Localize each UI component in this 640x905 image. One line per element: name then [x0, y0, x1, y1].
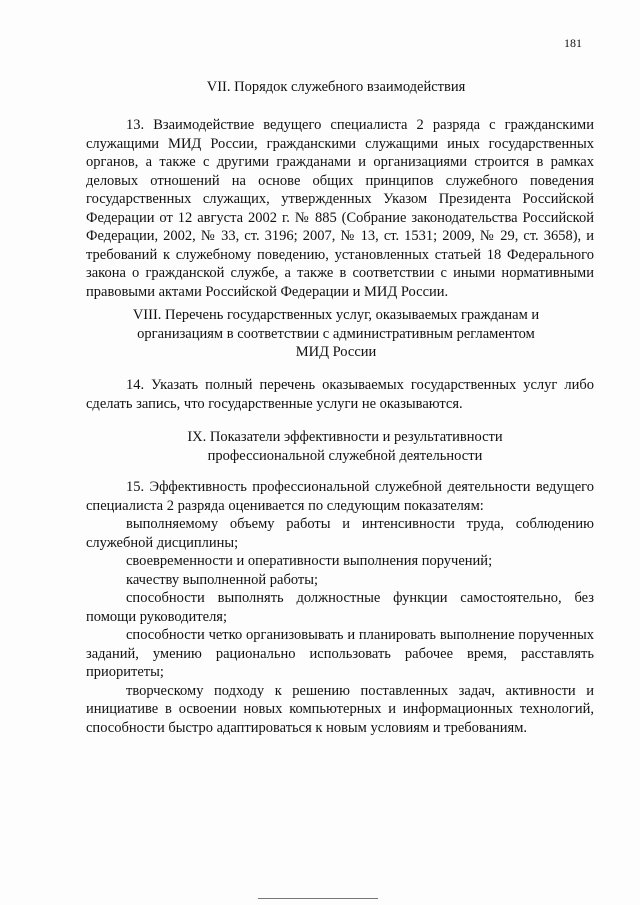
indicator-item: выполняемому объему работы и интенсивности труда, соблюдению служебной дисциплины;	[86, 516, 594, 551]
paragraph-14: 14. Указать полный перечень оказываемых государственных услуг либо сделать запись, что государственные услуги не оказываются.	[86, 377, 594, 412]
indicators-list	[86, 515, 594, 737]
indicator-item: качеству выполненной работы;	[126, 571, 318, 588]
paragraph-15: 15. Эффективность профессиональной служебной деятельности ведущего специалиста 2 разряда оценивается по следующим показателям:	[86, 479, 594, 514]
page-number: 181	[564, 36, 582, 50]
paragraph-13: 13. Взаимодействие ведущего специалиста 2 разряда с гражданскими служащими МИД России, гражданскими служащими иных государственных органов, а также с другими гражданами и организациями строится в рамках деловых отношений на основе общих принципов служебного поведения государственных служащих, утвержденных Указом Президента Российской Федерации от 12 августа 2002 г. № 885 (Собрание законодательства Российской Федерации, 2002, № 33, ст. 3196; 2007, № 13, ст. 1531; 2009, № 29, ст. 3658), и требований к служебному поведению, установленных статьей 18 Федерального закона о гражданской службе, а также в соответствии с иными нормативными правовыми актами Российской Федерации и МИД России.	[86, 117, 594, 300]
indicator-item: творческому подходу к решению поставленных задач, активности и инициативе в освоении новых компьютерных и информационных технологий, способности быстро адаптироваться к новым условиям и требованиям.	[86, 682, 594, 736]
bottom-divider	[258, 898, 378, 899]
section-8-heading: VIII. Перечень государственных услуг, оказываемых гражданам и организациям в соответствии с административным регламентом МИД России	[132, 307, 540, 360]
section-9-heading: IX. Показатели эффективности и результативности профессиональной служебной деятельности	[187, 429, 503, 464]
section-7-heading: VII. Порядок служебного взаимодействия	[206, 79, 466, 95]
indicator-item: способности четко организовывать и планировать выполнение порученных заданий, умению рационально использовать рабочее время, расставлять приоритеты;	[86, 627, 594, 680]
indicator-item: своевременности и оперативности выполнения поручений;	[126, 553, 493, 569]
indicator-item: способности выполнять должностные функции самостоятельно, без помощи руководителя;	[86, 590, 594, 625]
